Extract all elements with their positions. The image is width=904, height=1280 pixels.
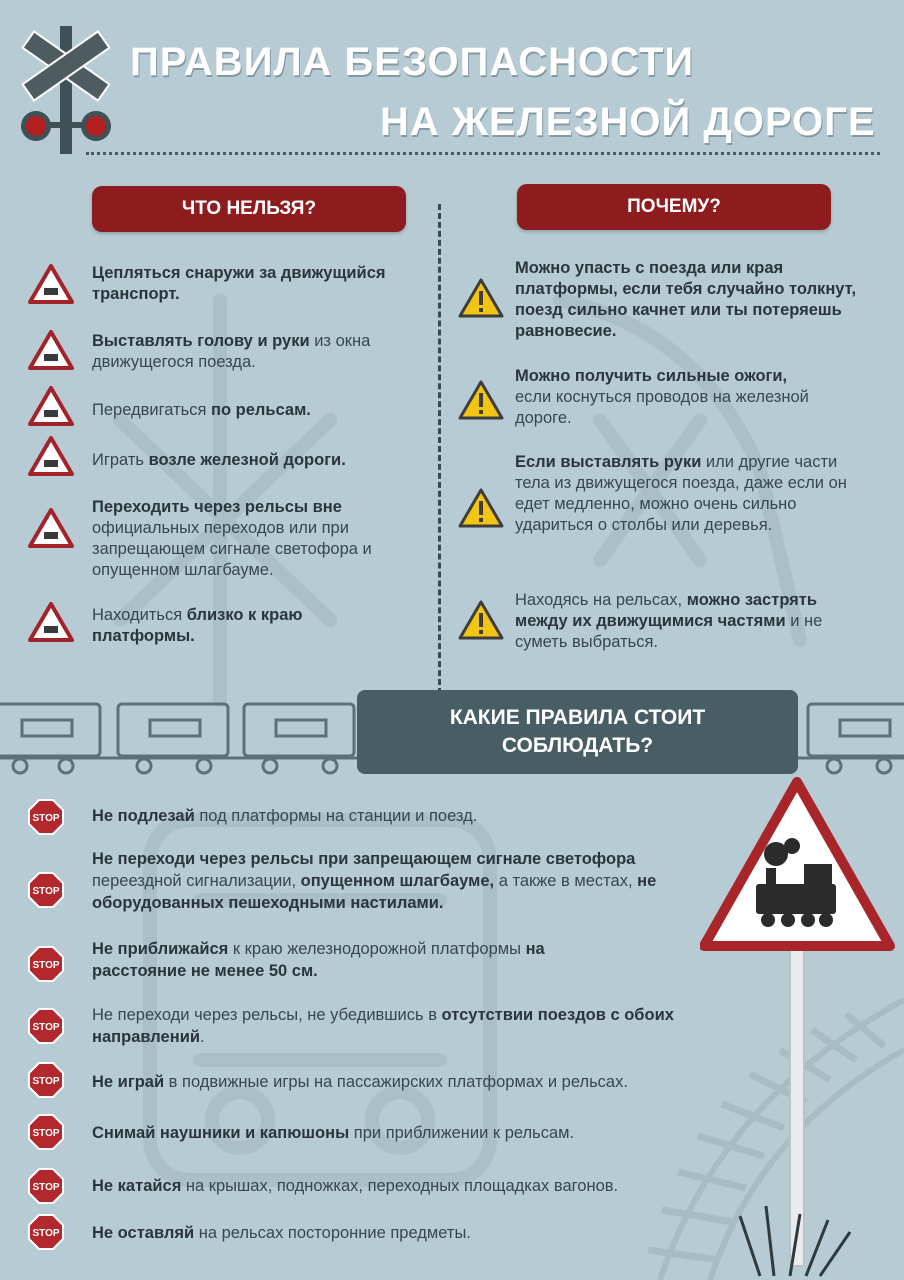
dont-item-3: Передвигаться по рельсам. [92,401,311,419]
rule-item-6: Снимай наушники и капюшоны при приближении к рельсам. [92,1124,575,1142]
railroad-crossing-icon [16,26,116,156]
title-line-2: НА ЖЕЛЕЗНОЙ ДОРОГЕ [380,100,876,144]
svg-text:STOP: STOP [32,960,60,971]
level-crossing-warning-icon [28,264,74,304]
title-line-1: ПРАВИЛА БЕЗОПАСНОСТИ [130,40,695,84]
stop-sign-icon [28,1062,64,1098]
stop-sign-icon [28,872,64,908]
level-crossing-warning-icon [28,330,74,370]
svg-text:STOP: STOP [32,1182,60,1193]
left-column-header: ЧТО НЕЛЬЗЯ? [92,186,406,232]
svg-text:STOP: STOP [32,886,60,897]
level-crossing-warning-icon [28,508,74,548]
stop-sign-icon [28,1114,64,1150]
rule-item-1: Не подлезай под платформы на станции и поезд. [92,807,478,825]
dont-item-4: Играть возле железной дороги. [92,451,346,469]
stop-sign-icon [28,946,64,982]
train-warning-sign-icon [700,776,896,1280]
rule-item-8: Не оставляй на рельсах посторонние предметы. [92,1224,471,1242]
dont-item-6: Находиться близко к краю платформы. [92,606,303,645]
exclamation-warning-icon [458,600,504,640]
rule-item-5: Не играй в подвижные игры на пассажирских платформах и рельсах. [92,1073,628,1091]
rule-item-4: Не переходи через рельсы, не убедившись в отсутствии поездов с обоих направлений. [92,1006,674,1046]
level-crossing-warning-icon [28,436,74,476]
stop-sign-icon [28,799,64,835]
level-crossing-warning-icon [28,386,74,426]
right-column-header: ПОЧЕМУ? [517,184,831,230]
svg-text:STOP: STOP [32,1228,60,1239]
svg-text:STOP: STOP [32,1128,60,1139]
dont-item-5: Переходить через рельсы вне официальных переходов или при запрещающем сигнале светофора и опущенном шлагбауме. [92,498,372,579]
svg-text:STOP: STOP [32,1076,60,1087]
rules-title-line-1: КАКИЕ ПРАВИЛА СТОИТ [449,706,706,729]
rule-item-7: Не катайся на крышах, подножках, переходных площадках вагонов. [92,1177,619,1195]
dont-item-1: Цепляться снаружи за движущийся транспорт. [92,264,386,303]
stop-sign-icon [28,1168,64,1204]
dotted-divider [86,152,880,155]
reason-item-1: Можно упасть с поезда или края платформы, если тебя случайно толкнут, поезд сильно качнет или ты потеряешь равновесие. [515,259,857,340]
dont-item-2: Выставлять голову и руки из окна движущегося поезда. [92,332,371,371]
exclamation-warning-icon [458,380,504,420]
level-crossing-warning-icon [28,602,74,642]
reason-item-4: Находясь на рельсах, можно застрять между их движущимися частями и не суметь выбраться. [515,591,823,651]
svg-text:STOP: STOP [32,1022,60,1033]
rule-item-2: Не переходи через рельсы при запрещающем сигнале светофора переездной сигнализации, опущенном шлагбауме, а также в местах, не оборудованных пешеходными настилами. [92,850,657,912]
stop-sign-icon [28,1008,64,1044]
exclamation-warning-icon [458,278,504,318]
stop-sign-icon [28,1214,64,1250]
reason-item-2: Можно получить сильные ожоги, если коснуться проводов на железной дороге. [515,367,809,427]
svg-text:STOP: STOP [32,813,60,824]
exclamation-warning-icon [458,488,504,528]
rules-title-line-2: СОБЛЮДАТЬ? [501,734,654,757]
column-divider [438,204,441,694]
reason-item-3: Если выставлять руки или другие части тела из движущегося поезда, даже если он едет медленно, можно очень сильно удариться о столбы или деревья. [515,453,847,534]
rule-item-3: Не приближайся к краю железнодорожной платформы на расстояние не менее 50 см. [92,940,545,980]
rules-section-header [357,690,798,774]
